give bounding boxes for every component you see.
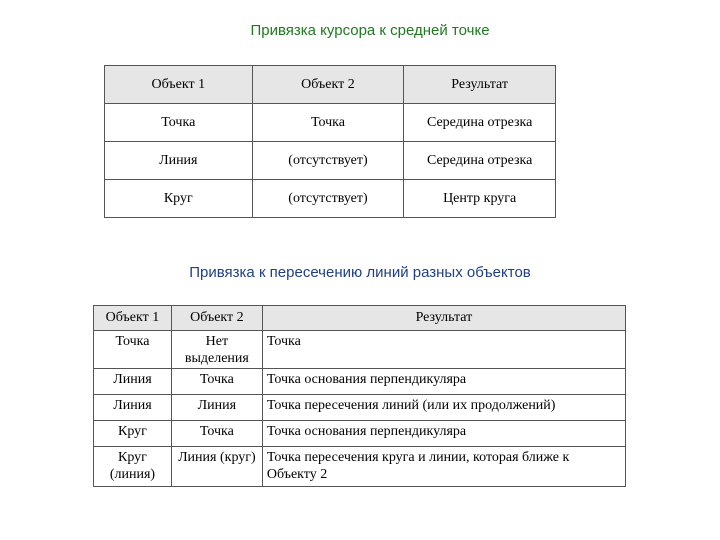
header-result: Результат <box>262 306 625 331</box>
cell-object-2: Точка <box>171 369 262 395</box>
cell-result: Точка основания перпендикуляра <box>262 421 625 447</box>
midpoint-snap-table <box>104 65 556 218</box>
cell-object-2: Нет выделения <box>171 331 262 369</box>
header-object-1: Объект 1 <box>105 66 253 104</box>
cell-object-1: Точка <box>94 331 172 369</box>
cell-result: Центр круга <box>404 180 556 218</box>
table-row <box>94 331 626 369</box>
header-object-2: Объект 2 <box>171 306 262 331</box>
cell-result: Середина отрезка <box>404 104 556 142</box>
cell-object-1: Линия <box>94 369 172 395</box>
cell-result: Середина отрезка <box>404 142 556 180</box>
table-row <box>94 395 626 421</box>
table-row <box>94 369 626 395</box>
cell-object-2: Линия (круг) <box>171 447 262 487</box>
table-header-row <box>105 66 556 104</box>
header-object-1: Объект 1 <box>94 306 172 331</box>
table-row <box>105 142 556 180</box>
header-result: Результат <box>404 66 556 104</box>
cell-object-2: Точка <box>252 104 404 142</box>
cell-object-2: (отсутствует) <box>252 180 404 218</box>
cell-object-2: (отсутствует) <box>252 142 404 180</box>
cell-result: Точка <box>262 331 625 369</box>
table-header-row <box>94 306 626 331</box>
cell-object-2: Точка <box>171 421 262 447</box>
cell-object-2: Линия <box>171 395 262 421</box>
table-row <box>94 447 626 487</box>
table-row <box>94 421 626 447</box>
cell-object-1: Точка <box>105 104 253 142</box>
title-midpoint-snap: Привязка курсора к средней точке <box>250 22 490 39</box>
cell-result: Точка пересечения линий (или их продолжений) <box>262 395 625 421</box>
title-intersection-snap: Привязка к пересечению линий разных объектов <box>189 264 531 281</box>
cell-result: Точка основания перпендикуляра <box>262 369 625 395</box>
table-row <box>105 104 556 142</box>
cell-object-1: Линия <box>94 395 172 421</box>
cell-object-1: Круг <box>94 421 172 447</box>
header-object-2: Объект 2 <box>252 66 404 104</box>
cell-result: Точка пересечения круга и линии, которая ближе к Объекту 2 <box>262 447 625 487</box>
cell-object-1: Круг (линия) <box>94 447 172 487</box>
cell-object-1: Круг <box>105 180 253 218</box>
cell-object-1: Линия <box>105 142 253 180</box>
table-row <box>105 180 556 218</box>
intersection-snap-table <box>93 305 626 487</box>
